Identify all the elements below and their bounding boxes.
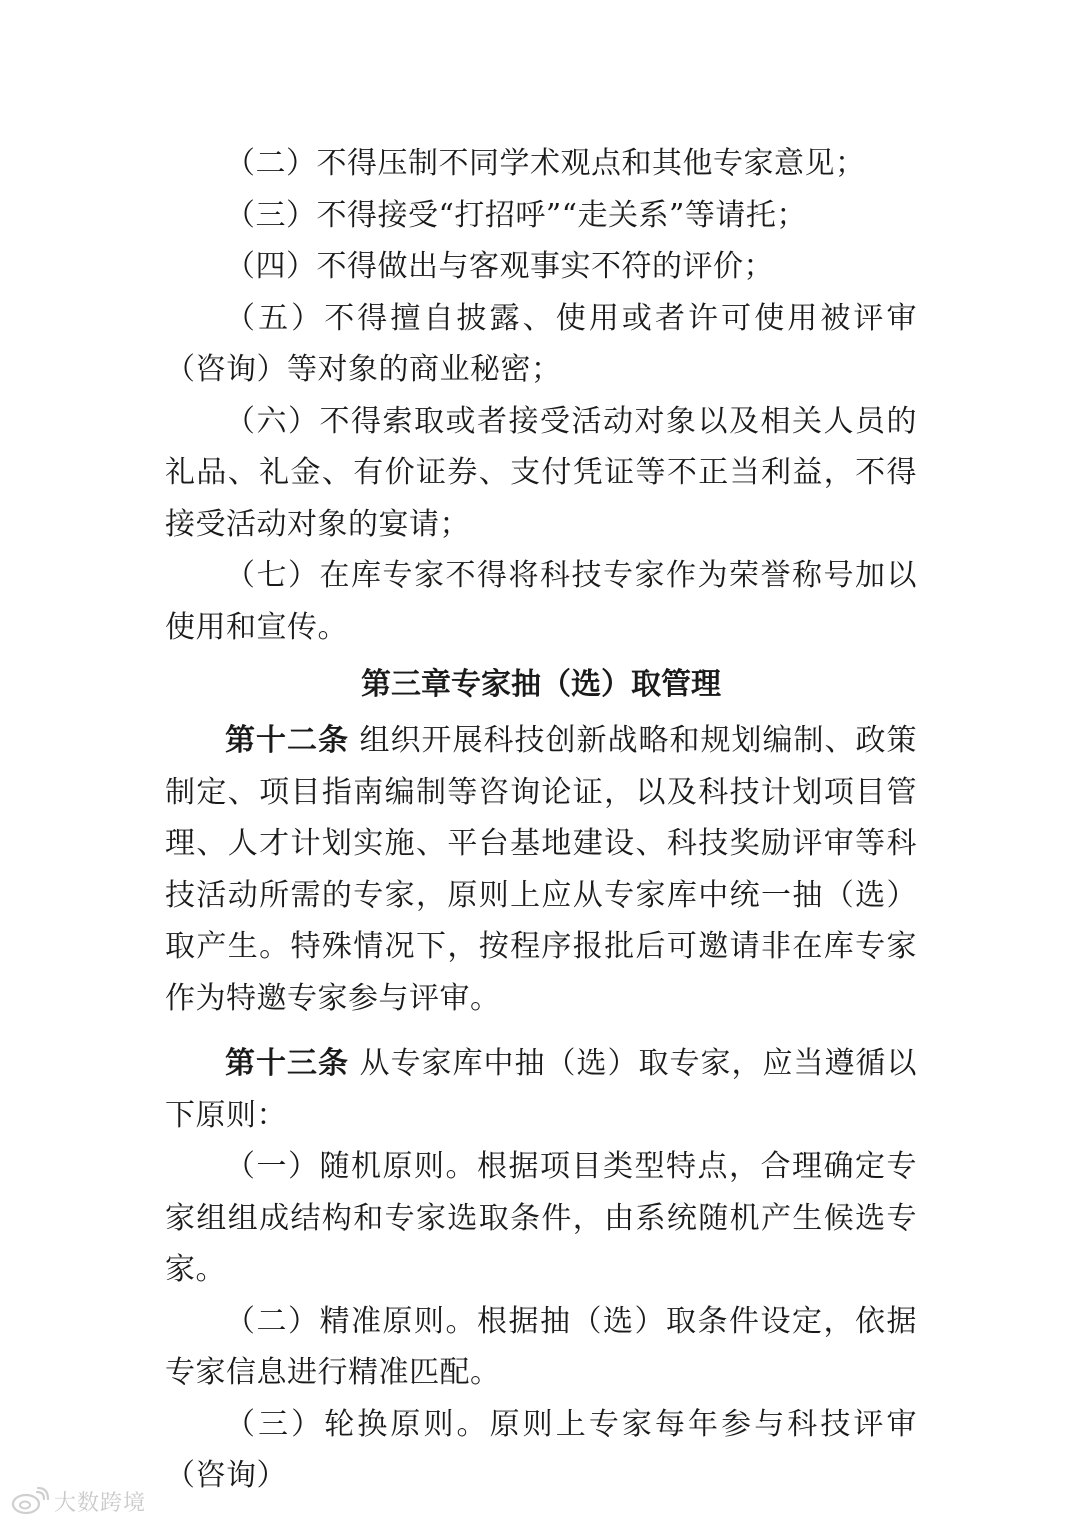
watermark-text: 大数跨境 <box>54 1490 147 1516</box>
chapter-title: 第三章专家抽（选）取管理 <box>361 667 721 702</box>
clause-7: （七）在库专家不得将科技专家作为荣誉称号加以使用和宣传。 <box>165 558 917 645</box>
clause-5: （五）不得擅自披露、使用或者许可使用被评审（咨询）等对象的商业秘密； <box>165 300 917 387</box>
document-body <box>165 138 917 1502</box>
clause-2: （二）不得压制不同学术观点和其他专家意见； <box>225 146 866 181</box>
clause-6: （六）不得索取或者接受活动对象以及相关人员的礼品、礼金、有价证券、支付凭证等不正当利益，不得接受活动对象的宴请； <box>165 403 917 542</box>
clause-3: （三）不得接受“打招呼”“走关系”等请托； <box>225 197 807 233</box>
watermark <box>10 1484 146 1518</box>
article-12 <box>165 715 917 1024</box>
article-13-label: 第十三条 <box>225 1046 349 1081</box>
principle-3: （三）轮换原则。原则上专家每年参与科技评审（咨询） <box>165 1406 917 1493</box>
weibo-logo-icon <box>10 1486 50 1516</box>
article-13 <box>165 1038 917 1141</box>
principle-2: （二）精准原则。根据抽（选）取条件设定，依据专家信息进行精准匹配。 <box>165 1303 917 1390</box>
article-12-text: 组织开展科技创新战略和规划编制、政策制定、项目指南编制等咨询论证，以及科技计划项目管理、人才计划实施、平台基地建设、科技奖励评审等科技活动所需的专家，原则上应从专家库中统一抽（选）取产生。特殊情况下，按程序报批后可邀请非在库专家作为特邀专家参与评审。 <box>165 723 917 1016</box>
article-12-label: 第十二条 <box>225 723 349 758</box>
principle-1: （一）随机原则。根据项目类型特点，合理确定专家组组成结构和专家选取条件，由系统随机产生候选专家。 <box>165 1149 917 1287</box>
article-13-text: 从专家库中抽（选）取专家，应当遵循以下原则： <box>165 1046 917 1133</box>
clause-4: （四）不得做出与客观事实不符的评价； <box>225 249 774 284</box>
